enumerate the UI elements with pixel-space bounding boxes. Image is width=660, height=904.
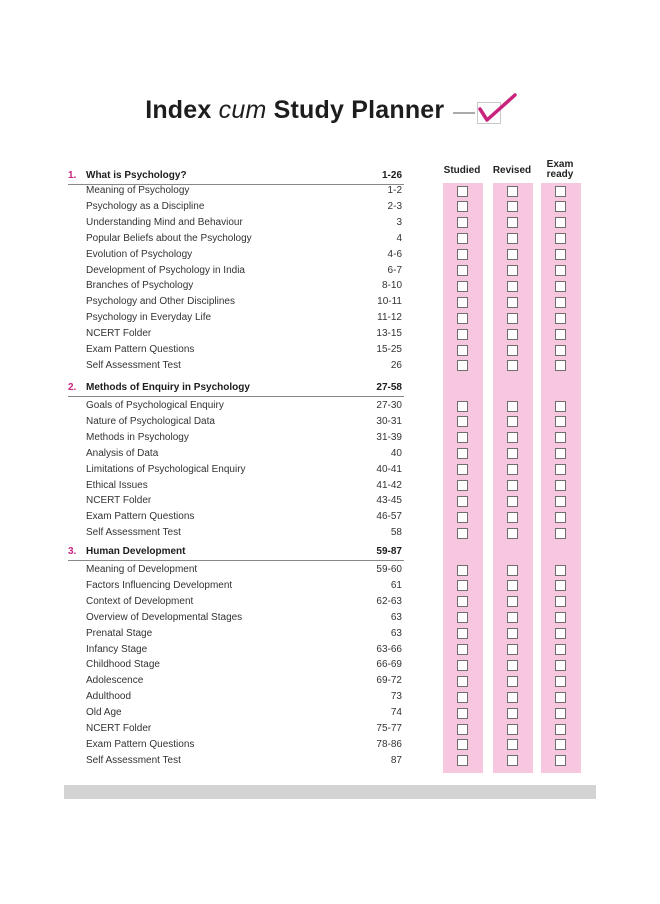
- studied-checkbox[interactable]: [457, 628, 468, 639]
- revised-checkbox[interactable]: [507, 628, 518, 639]
- topic-row: [68, 657, 404, 673]
- topic-pages: 11-12: [377, 312, 402, 324]
- topic-title: Branches of Psychology: [86, 280, 194, 292]
- title-rest: Study Planner: [273, 95, 445, 124]
- revised-checkbox[interactable]: [507, 755, 518, 766]
- revised-checkbox[interactable]: [507, 345, 518, 356]
- topic-title: Ethical Issues: [86, 479, 148, 491]
- topic-row: [68, 278, 404, 294]
- revised-checkbox[interactable]: [507, 496, 518, 507]
- topic-row: [68, 689, 404, 705]
- studied-checkbox[interactable]: [457, 512, 468, 523]
- topic-pages: 74: [390, 707, 402, 719]
- page-title: [145, 96, 444, 125]
- chapter-number: 1.: [68, 170, 77, 181]
- exam-ready-checkbox[interactable]: [555, 448, 566, 459]
- studied-checkbox[interactable]: [457, 480, 468, 491]
- topic-pages: 75-77: [376, 723, 402, 734]
- topic-title: Self Assessment Test: [86, 527, 181, 539]
- exam-ready-checkbox[interactable]: [555, 464, 566, 475]
- topic-pages: 62-63: [376, 595, 402, 607]
- exam-ready-checkbox[interactable]: [555, 432, 566, 443]
- topic-row: [68, 478, 404, 494]
- chapter-pages: 59-87: [376, 546, 402, 557]
- exam-ready-checkbox[interactable]: [555, 628, 566, 639]
- revised-checkbox[interactable]: [507, 313, 518, 324]
- revised-checkbox[interactable]: [507, 329, 518, 340]
- studied-checkbox[interactable]: [457, 186, 468, 197]
- exam-ready-checkbox[interactable]: [555, 345, 566, 356]
- exam-ready-checkbox[interactable]: [555, 401, 566, 412]
- topic-title: NCERT Folder: [86, 495, 152, 507]
- topic-pages: 26: [390, 359, 402, 371]
- studied-checkbox[interactable]: [457, 528, 468, 539]
- topic-row: [68, 721, 404, 737]
- exam-ready-checkbox[interactable]: [555, 708, 566, 719]
- topic-pages: 1-2: [387, 185, 402, 196]
- exam-ready-checkbox[interactable]: [555, 528, 566, 539]
- topic-row: [68, 462, 404, 478]
- studied-checkbox[interactable]: [457, 281, 468, 292]
- topic-row: [68, 199, 404, 215]
- topic-pages: 40-41: [376, 463, 402, 475]
- studied-checkbox[interactable]: [457, 329, 468, 340]
- topic-row: [68, 342, 404, 358]
- topic-title: Infancy Stage: [86, 643, 148, 655]
- topic-title: Adolescence: [86, 675, 144, 687]
- logo-dash: [453, 112, 475, 114]
- topic-title: Overview of Developmental Stages: [86, 611, 243, 623]
- exam-ready-checkbox[interactable]: [555, 416, 566, 427]
- revised-checkbox[interactable]: [507, 233, 518, 244]
- page-header: [0, 92, 660, 128]
- studied-checkbox[interactable]: [457, 249, 468, 260]
- revised-checkbox[interactable]: [507, 401, 518, 412]
- topic-row: [68, 294, 404, 310]
- exam-ready-checkbox[interactable]: [555, 297, 566, 308]
- topic-title: Psychology and Other Disciplines: [86, 296, 235, 308]
- footer-bar: [64, 785, 596, 799]
- chapter-title: What is Psychology?: [86, 170, 187, 181]
- ready-label: ready: [546, 169, 574, 180]
- exam-ready-checkbox[interactable]: [555, 480, 566, 491]
- topic-pages: 4: [396, 232, 402, 244]
- revised-checkbox[interactable]: [507, 660, 518, 671]
- topic-pages: 27-30: [376, 400, 402, 411]
- exam-ready-checkbox[interactable]: [555, 724, 566, 735]
- topic-title: Popular Beliefs about the Psychology: [86, 232, 252, 244]
- topic-row: [68, 414, 404, 430]
- studied-checkbox[interactable]: [457, 201, 468, 212]
- topic-row: [68, 737, 404, 753]
- topic-pages: 10-11: [377, 296, 402, 308]
- topic-row: [68, 594, 404, 610]
- revised-checkbox[interactable]: [507, 249, 518, 260]
- revised-checkbox[interactable]: [507, 448, 518, 459]
- studied-checkbox[interactable]: [457, 233, 468, 244]
- topic-title: Exam Pattern Questions: [86, 738, 195, 750]
- topic-title: Psychology in Everyday Life: [86, 312, 212, 324]
- topic-row: [68, 326, 404, 342]
- topic-row: [68, 626, 404, 642]
- topic-title: Development of Psychology in India: [86, 264, 245, 276]
- studied-checkbox[interactable]: [457, 739, 468, 750]
- chapter-row: [68, 544, 404, 561]
- revised-checkbox[interactable]: [507, 596, 518, 607]
- topic-title: Nature of Psychological Data: [86, 415, 215, 427]
- topic-row: [68, 673, 404, 689]
- title-main: Index: [145, 95, 212, 124]
- topic-row: [68, 263, 404, 279]
- revised-checkbox[interactable]: [507, 612, 518, 623]
- studied-checkbox[interactable]: [457, 432, 468, 443]
- topic-title: Evolution of Psychology: [86, 248, 193, 260]
- studied-checkbox[interactable]: [457, 596, 468, 607]
- topic-title: Adulthood: [86, 691, 132, 703]
- studied-checkbox[interactable]: [457, 724, 468, 735]
- studied-label: Studied: [443, 165, 481, 176]
- topic-row: [68, 562, 404, 578]
- revised-checkbox[interactable]: [507, 432, 518, 443]
- topic-pages: 61: [390, 579, 402, 591]
- topic-pages: 8-10: [381, 280, 402, 292]
- topic-pages: 46-57: [376, 511, 402, 523]
- exam-ready-checkbox[interactable]: [555, 281, 566, 292]
- check-icon: [473, 92, 517, 128]
- topic-title: Exam Pattern Questions: [86, 511, 195, 523]
- topic-title: Meaning of Development: [86, 564, 198, 575]
- topic-row: [68, 705, 404, 721]
- chapter-pages: 1-26: [381, 170, 402, 181]
- studied-checkbox[interactable]: [457, 755, 468, 766]
- topic-pages: 41-42: [376, 479, 402, 491]
- topic-row: [68, 215, 404, 231]
- exam-ready-checkbox[interactable]: [555, 644, 566, 655]
- studied-checkbox[interactable]: [457, 580, 468, 591]
- exam-ready-checkbox[interactable]: [555, 233, 566, 244]
- exam-ready-checkbox[interactable]: [555, 217, 566, 228]
- topic-pages: 43-45: [376, 495, 402, 507]
- topic-title: Prenatal Stage: [86, 627, 153, 639]
- studied-checkbox[interactable]: [457, 401, 468, 412]
- topic-row: [68, 578, 404, 594]
- topic-pages: 31-39: [376, 431, 402, 443]
- exam-ready-checkbox[interactable]: [555, 660, 566, 671]
- topic-title: Methods in Psychology: [86, 431, 189, 443]
- topic-pages: 87: [390, 754, 402, 766]
- exam-ready-checkbox[interactable]: [555, 512, 566, 523]
- topic-pages: 73: [390, 691, 402, 703]
- revised-checkbox[interactable]: [507, 217, 518, 228]
- topic-pages: 13-15: [376, 328, 402, 340]
- topic-row: [68, 610, 404, 626]
- topic-row: [68, 183, 404, 199]
- revised-checkbox[interactable]: [507, 692, 518, 703]
- chapter-number: 3.: [68, 546, 77, 557]
- revised-checkbox[interactable]: [507, 201, 518, 212]
- studied-checkbox[interactable]: [457, 708, 468, 719]
- studied-checkbox[interactable]: [457, 660, 468, 671]
- studied-checkbox[interactable]: [457, 297, 468, 308]
- topic-title: NCERT Folder: [86, 723, 152, 734]
- studied-checkbox[interactable]: [457, 345, 468, 356]
- topic-title: Psychology as a Discipline: [86, 200, 205, 212]
- revised-checkbox[interactable]: [507, 416, 518, 427]
- revised-checkbox[interactable]: [507, 644, 518, 655]
- exam-ready-checkbox[interactable]: [555, 692, 566, 703]
- chapter-pages: 27-58: [376, 382, 402, 393]
- topic-row: [68, 446, 404, 462]
- topic-title: Self Assessment Test: [86, 754, 181, 766]
- revised-checkbox[interactable]: [507, 565, 518, 576]
- topic-pages: 58: [390, 527, 402, 539]
- studied-checkbox[interactable]: [457, 676, 468, 687]
- topic-row: [68, 430, 404, 446]
- revised-checkbox[interactable]: [507, 528, 518, 539]
- topic-title: Context of Development: [86, 595, 194, 607]
- studied-checkbox[interactable]: [457, 644, 468, 655]
- topic-pages: 15-25: [376, 344, 402, 355]
- exam-ready-checkbox[interactable]: [555, 755, 566, 766]
- topic-row: [68, 231, 404, 247]
- revised-checkbox[interactable]: [507, 739, 518, 750]
- topic-pages: 69-72: [376, 675, 402, 687]
- studied-checkbox[interactable]: [457, 416, 468, 427]
- checkmark-logo-icon: [453, 92, 515, 128]
- studied-checkbox[interactable]: [457, 217, 468, 228]
- exam-ready-checkbox[interactable]: [555, 265, 566, 276]
- revised-checkbox[interactable]: [507, 186, 518, 197]
- chapter-title: Human Development: [86, 546, 186, 557]
- exam-ready-checkbox[interactable]: [555, 596, 566, 607]
- revised-checkbox[interactable]: [507, 580, 518, 591]
- revised-checkbox[interactable]: [507, 265, 518, 276]
- topic-row: [68, 642, 404, 658]
- column-header-exam-ready: [530, 160, 590, 180]
- topic-row: [68, 509, 404, 525]
- topic-pages: 6-7: [387, 264, 402, 276]
- studied-checkbox[interactable]: [457, 692, 468, 703]
- studied-checkbox[interactable]: [457, 265, 468, 276]
- topic-title: Limitations of Psychological Enquiry: [86, 463, 246, 475]
- topic-row: [68, 525, 404, 541]
- exam-ready-checkbox[interactable]: [555, 186, 566, 197]
- topic-row: [68, 398, 404, 414]
- studied-checkbox[interactable]: [457, 496, 468, 507]
- exam-ready-checkbox[interactable]: [555, 249, 566, 260]
- revised-checkbox[interactable]: [507, 297, 518, 308]
- exam-ready-checkbox[interactable]: [555, 739, 566, 750]
- revised-checkbox[interactable]: [507, 360, 518, 371]
- topic-row: [68, 753, 404, 769]
- exam-ready-checkbox[interactable]: [555, 313, 566, 324]
- topic-pages: 66-69: [376, 659, 402, 671]
- title-italic: cum: [218, 95, 267, 124]
- topic-title: NCERT Folder: [86, 328, 152, 340]
- topic-pages: 63-66: [376, 643, 402, 655]
- topic-pages: 63: [390, 627, 402, 639]
- chapter-number: 2.: [68, 382, 77, 393]
- exam-ready-checkbox[interactable]: [555, 676, 566, 687]
- studied-checkbox[interactable]: [457, 565, 468, 576]
- topic-title: Childhood Stage: [86, 659, 160, 671]
- topic-pages: 59-60: [376, 564, 402, 575]
- exam-ready-checkbox[interactable]: [555, 329, 566, 340]
- topic-row: [68, 493, 404, 509]
- revised-checkbox[interactable]: [507, 281, 518, 292]
- topic-pages: 30-31: [376, 415, 402, 427]
- exam-ready-checkbox[interactable]: [555, 612, 566, 623]
- studied-checkbox[interactable]: [457, 360, 468, 371]
- studied-checkbox[interactable]: [457, 464, 468, 475]
- revised-checkbox[interactable]: [507, 676, 518, 687]
- topic-row: [68, 247, 404, 263]
- topic-title: Exam Pattern Questions: [86, 344, 195, 355]
- topic-title: Self Assessment Test: [86, 359, 181, 371]
- exam-ready-checkbox[interactable]: [555, 580, 566, 591]
- studied-checkbox[interactable]: [457, 612, 468, 623]
- topic-title: Factors Influencing Development: [86, 579, 233, 591]
- revised-checkbox[interactable]: [507, 512, 518, 523]
- topic-pages: 40: [390, 447, 402, 459]
- revised-checkbox[interactable]: [507, 464, 518, 475]
- studied-checkbox[interactable]: [457, 313, 468, 324]
- topic-pages: 4-6: [387, 248, 402, 260]
- topic-pages: 63: [390, 611, 402, 623]
- topic-title: Old Age: [86, 707, 122, 719]
- chapter-title: Methods of Enquiry in Psychology: [86, 382, 250, 393]
- revised-checkbox[interactable]: [507, 724, 518, 735]
- exam-ready-checkbox[interactable]: [555, 360, 566, 371]
- chapter-row: [68, 380, 404, 397]
- revised-checkbox[interactable]: [507, 708, 518, 719]
- topic-row: [68, 358, 404, 374]
- topic-row: [68, 310, 404, 326]
- revised-label: Revised: [492, 165, 532, 176]
- exam-label: Exam: [546, 159, 574, 170]
- topic-pages: 78-86: [376, 738, 402, 750]
- studied-checkbox[interactable]: [457, 448, 468, 459]
- topic-title: Meaning of Psychology: [86, 185, 190, 196]
- topic-title: Understanding Mind and Behaviour: [86, 216, 243, 228]
- exam-ready-checkbox[interactable]: [555, 565, 566, 576]
- revised-checkbox[interactable]: [507, 480, 518, 491]
- topic-title: Goals of Psychological Enquiry: [86, 400, 224, 411]
- topic-title: Analysis of Data: [86, 447, 159, 459]
- exam-ready-checkbox[interactable]: [555, 496, 566, 507]
- topic-pages: 2-3: [387, 200, 402, 212]
- topic-pages: 3: [396, 216, 402, 228]
- exam-ready-checkbox[interactable]: [555, 201, 566, 212]
